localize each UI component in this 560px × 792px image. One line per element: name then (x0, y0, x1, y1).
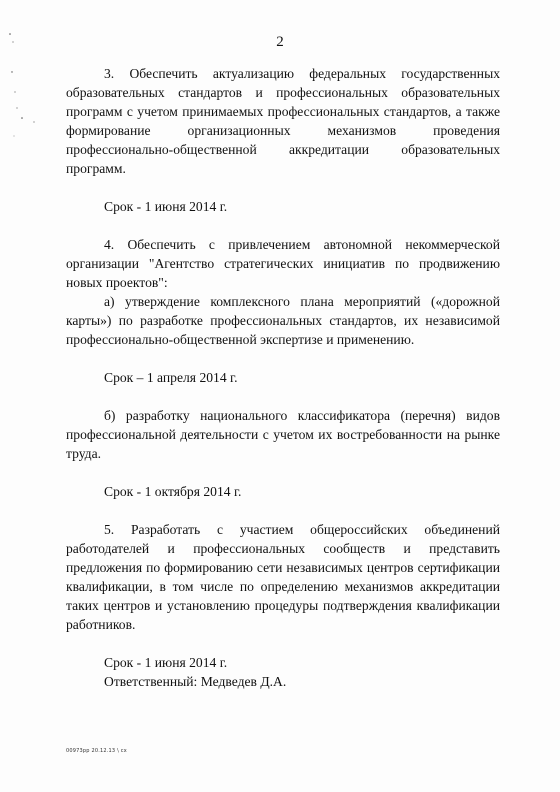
item-4a-text: а) утверждение комплексного плана мероприятий («дорожной карты») по разработке профессиональных стандартов, их независимой профессионально-общественной экспертизе и применению. (66, 294, 500, 347)
scan-dot (16, 107, 17, 108)
item-5-deadline: Срок - 1 июня 2014 г. (104, 655, 228, 670)
item-4b-text: б) разработку национального классификатора (перечня) видов профессиональной деятельности с учетом их востребованности на рынке труда. (66, 408, 500, 461)
scan-dot (14, 91, 15, 92)
scan-dot (11, 71, 12, 72)
page-number: 2 (276, 34, 284, 50)
item-5-responsible: Ответственный: Медведев Д.А. (104, 674, 287, 689)
spacer (66, 178, 500, 197)
spacer (66, 216, 500, 235)
spacer (66, 634, 500, 653)
spacer (66, 349, 500, 368)
scan-artifacts (0, 0, 40, 140)
document-body (66, 64, 500, 691)
item-4a-deadline: Срок – 1 апреля 2014 г. (104, 370, 238, 385)
document-footer-code: 00973рр 20.12.13 \ сх (66, 748, 127, 754)
spacer (66, 387, 500, 406)
item-4b-deadline: Срок - 1 октября 2014 г. (104, 484, 242, 499)
spacer (66, 501, 500, 520)
item-5-text: 5. Разработать с участием общероссийских объединений работодателей и профессиональных сообществ и представить предложения по формированию сети независимых центров сертификации квалификации, в том числе по определению механизмов аккредитации таких центров и установлению процедуры подтверждения квалификации работников. (66, 522, 500, 632)
spacer (66, 463, 500, 482)
item-3-deadline: Срок - 1 июня 2014 г. (104, 199, 228, 214)
scan-dot (33, 121, 34, 122)
item-3-text: 3. Обеспечить актуализацию федеральных государственных образовательных стандартов и профессиональных образовательных программ с учетом принимаемых профессиональных стандартов, а также формирование организационных механизмов проведения профессионально-общественной аккредитации образовательных программ. (66, 66, 500, 176)
scan-dot (21, 117, 23, 119)
item-4-text: 4. Обеспечить с привлечением автономной некоммерческой организации "Агентство стратегических инициатив по продвижению новых проектов": (66, 237, 500, 290)
scan-dot (14, 136, 15, 137)
